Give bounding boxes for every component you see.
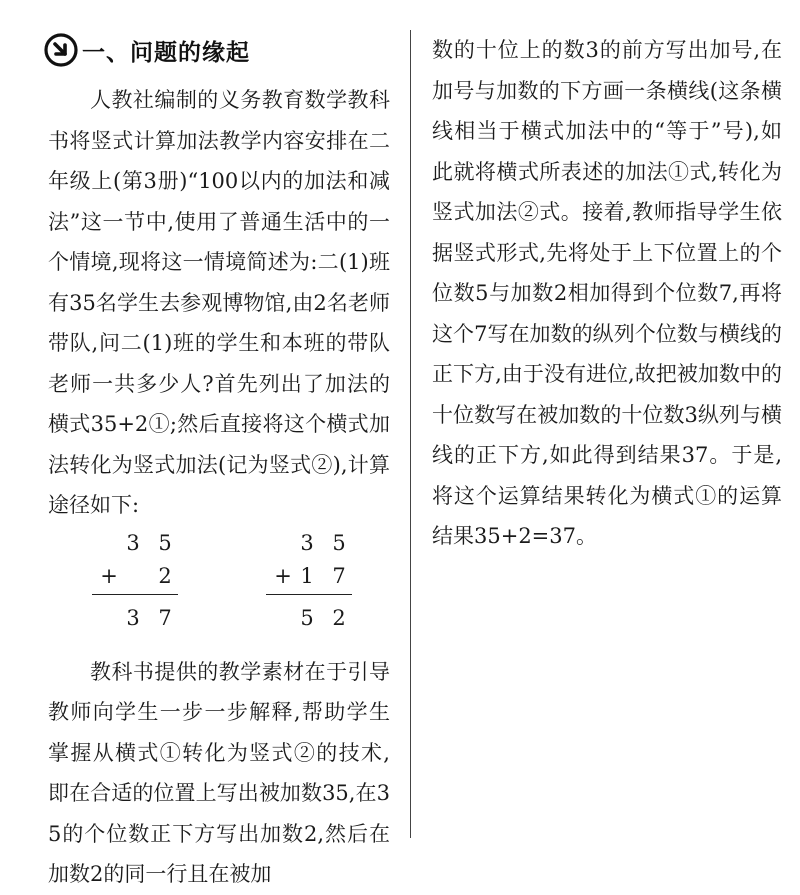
calc-2-result-ones: 2: [332, 605, 346, 630]
calc-2-top-ones: 5: [332, 530, 346, 555]
left-column: [48, 80, 390, 895]
right-column: [432, 30, 782, 557]
left-paragraph-2: 教科书提供的教学素材在于引导教师向学生一步一步解释,帮助学生掌握从横式①转化为竖式②的技术,即在合适的位置上写出被加数35,在35的个位数正下方写出加数2,然后在加数2的同一行且在被加: [48, 659, 390, 886]
calc-2-addend-row: [266, 564, 352, 594]
calc-2-result-tens: 5: [300, 605, 314, 630]
right-paragraph-1: 数的十位上的数3的前方写出加号,在加号与加数的下方画一条横线(这条横线相当于横式加法中的“等于”号),如此就将横式所表述的加法①式,转化为竖式加法②式。接着,教师指导学生依据竖式形式,先将处于上下位置上的个位数5与加数2相加得到个位数7,再将这个7写在加数的纵列个位数与横线的正下方,由于没有进位,故把被加数中的十位数写在被加数的十位数3纵列与横线的正下方,如此得到结果37。于是,将这个运算结果转化为横式①的运算结果35+2=37。: [432, 38, 782, 548]
calc-1-addend-row: [92, 564, 178, 594]
calc-2-top-row: [266, 531, 352, 561]
calc-1-addend-ones: 2: [158, 563, 172, 588]
calc-2-plus-sign: +: [274, 563, 292, 588]
calc-1-result-tens: 3: [126, 605, 140, 630]
circled-arrow-icon: [44, 33, 78, 67]
left-paragraph-1: 人教社编制的义务教育数学教科书将竖式计算加法教学内容安排在二年级上(第3册)“100以内的加法和减法”这一节中,使用了普通生活中的一个情境,现将这一情境简述为:二(1)班有35名学生去参观博物馆,由2名老师带队,问二(1)班的学生和本班的带队老师一共多少人?首先列出了加法的横式35+2①;然后直接将这个横式加法转化为竖式加法(记为竖式②),计算途径如下:: [48, 88, 390, 517]
vertical-addition-examples: [48, 526, 390, 652]
calc-1-sum-line: [92, 594, 178, 595]
calc-2-top-tens: 3: [300, 530, 314, 555]
calc-1-result-row: [92, 606, 178, 636]
section-title: 一、问题的缘起: [82, 39, 250, 66]
calc-1-plus-sign: +: [100, 563, 118, 588]
column-divider: [410, 30, 411, 838]
section-heading: [44, 30, 250, 70]
calc-2-addend-ones: 7: [332, 563, 346, 588]
calc-1-top-tens: 3: [126, 530, 140, 555]
calc-1-result-ones: 7: [158, 605, 172, 630]
calc-2-addend-tens: 1: [300, 563, 314, 588]
calc-2-sum-line: [266, 594, 352, 595]
calc-1-top-row: [92, 531, 178, 561]
calc-1-top-ones: 5: [158, 530, 172, 555]
calc-2-result-row: [266, 606, 352, 636]
